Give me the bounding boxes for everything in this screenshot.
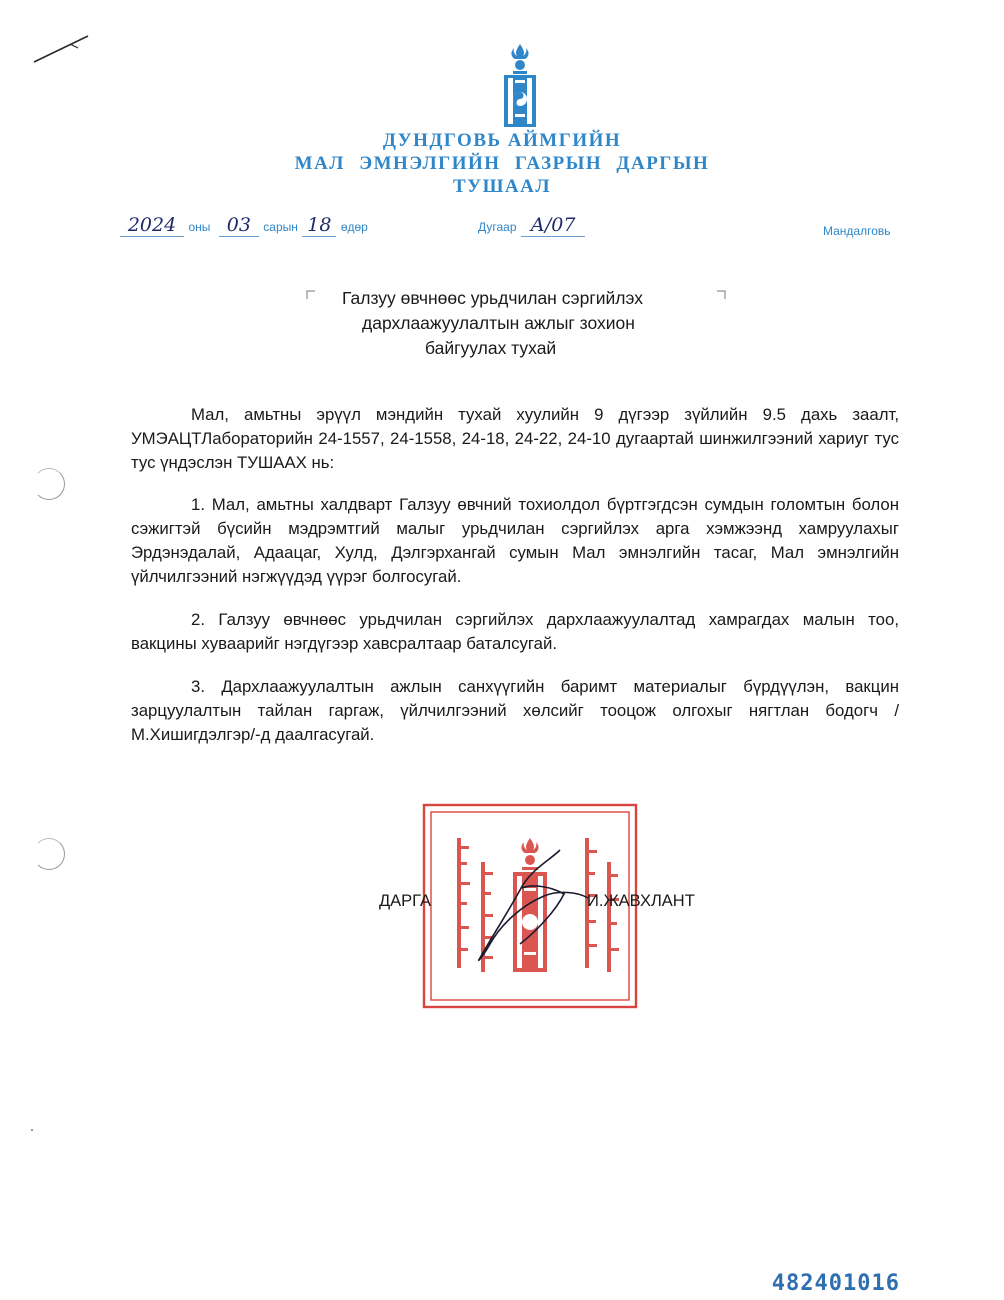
order-item-1 [131,493,899,589]
date-year-suffix: оны [188,220,211,234]
header-doc-type: ТУШААЛ [452,176,552,197]
punch-hole-upper [33,468,65,500]
signatory-name: И.ЖАВХЛАНТ [587,892,695,910]
order-item-2-text: 2. Галзуу өвчнөөс урьдчилан сэргийлэх дархлаажуулалтад хамрагдах малын тоо, вакцины хуваарийг нэгдүгээр хавсралтаар баталсугай. [131,610,899,653]
handwritten-signature [460,840,600,970]
order-item-3 [131,675,899,747]
order-item-1-text: 1. Мал, амьтны халдварт Галзуу өвчний тохиолдол бүртгэгдсэн сумдын голомтын болон сэжигтэй бүсийн мэдрэмтгий малыг урьдчилан сэргийлэх арга хэмжээнд хамруулахыг Эрдэнэдалай, Адаацаг, Хулд, Дэлгэрхангай сумын Мал эмнэлгийн тасаг, Мал эмнэлгийн үйлчилгээний нэгжүүдэд үүрэг болгосугай. [131,495,899,586]
scan-speck [30,1128,34,1132]
serial-number: 482401016 [771,1271,900,1296]
date-day-suffix: өдөр [340,220,368,234]
date-month-suffix: сарын [263,220,298,234]
punch-hole-lower [33,838,65,870]
title-line-1: Галзуу өвчнөөс урьдчилан сэргийлэх [342,288,643,308]
order-title [300,286,740,361]
order-number-value: А/07 [521,214,585,237]
order-number-label: Дугаар [478,220,517,234]
order-number-field [478,214,585,237]
title-line-2: дархлаажуулалтын ажлыг зохион [362,313,635,333]
date-day: 18 [302,214,336,237]
preamble-text: Мал, амьтны эрүүл мэндийн тухай хуулийн 9 дүгээр зүйлийн 9.5 дахь заалт, УМЭАЦТЛабораторийн 24-1557, 24-1558, 24-18, 24-22, 24-10 дугаартай шинжилгээний хариуг тус тус үндэслэн ТУШААХ нь: [131,405,899,472]
place-label: Мандалговь [823,224,891,238]
soyombo-emblem-icon [496,44,544,128]
header-org-line2: МАЛ ЭМНЭЛГИЙН ГАЗРЫН ДАРГЫН [294,153,710,174]
preamble-paragraph [131,403,899,475]
pen-mark [30,28,92,68]
date-year: 2024 [120,214,184,237]
order-item-3-text: 3. Дархлаажуулалтын ажлын санхүүгийн баримт материалыг бүрдүүлэн, вакцин зарцуулалтын тайлан гаргаж, үйлчилгээний хөлсийг тооцож олгохыг нягтлан бодогч /М.Хишигдэлгэр/-д даалгасугай. [131,677,899,744]
title-line-3: байгуулах тухай [425,338,557,358]
signatory-title: ДАРГА [379,892,432,910]
header-org-line1: ДУНДГОВЬ АЙМГИЙН [382,130,622,151]
date-month: 03 [219,214,259,237]
order-item-2 [131,608,899,656]
date-field [120,214,368,237]
